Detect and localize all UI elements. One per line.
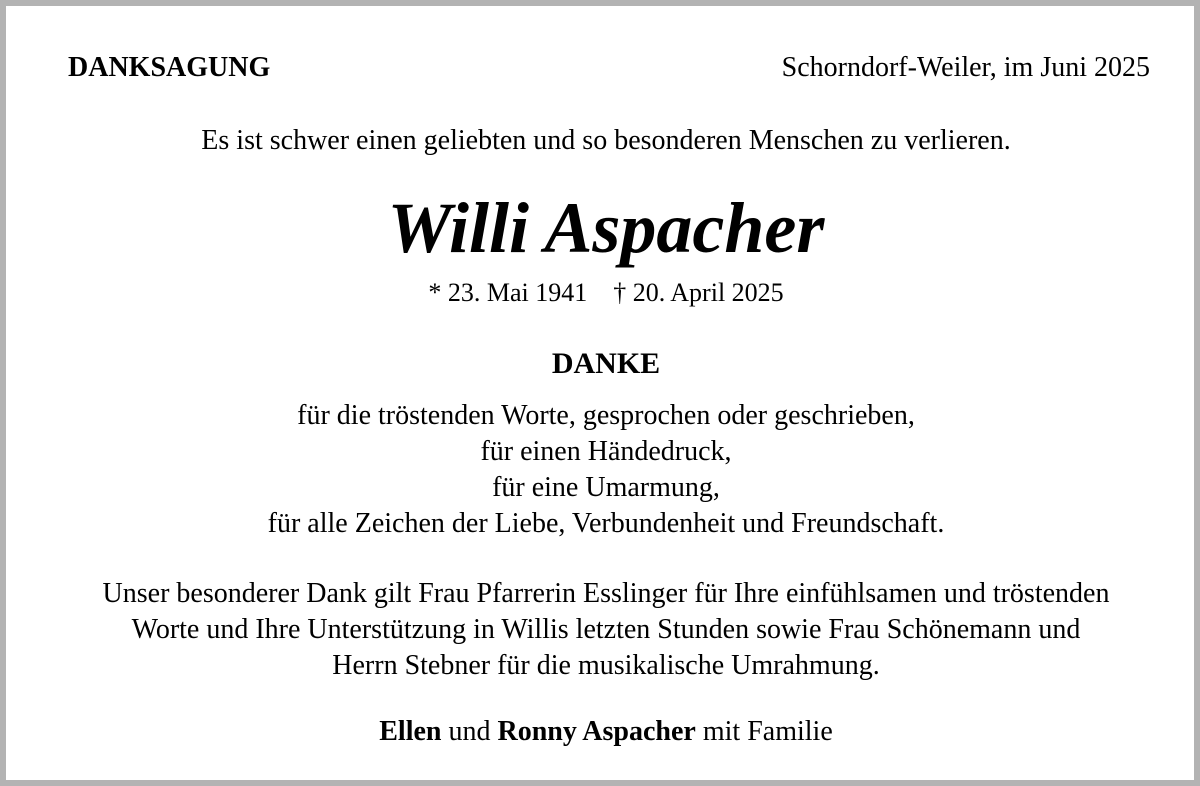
intro-text: Es ist schwer einen geliebten und so besonderen Menschen zu verlieren. <box>201 125 1011 156</box>
thanks-line: für eine Umarmung, <box>492 472 720 503</box>
notice-title: DANKSAGUNG <box>68 52 271 83</box>
thanks-line: für einen Händedruck, <box>480 436 732 467</box>
signature-connector: und <box>448 716 491 747</box>
place-and-date: Schorndorf-Weiler, im Juni 2025 <box>781 52 1150 83</box>
special-thanks-line: Worte und Ihre Unterstützung in Willis letzten Stunden sowie Frau Schönemann und <box>131 614 1081 645</box>
thanks-line: für die tröstenden Worte, gesprochen oder geschrieben, <box>297 400 915 431</box>
death-date: † 20. April 2025 <box>613 278 784 307</box>
thanks-list <box>6 398 1200 542</box>
life-dates <box>6 277 1200 309</box>
deceased-name: Willi Aspacher <box>387 188 825 268</box>
signature-suffix: mit Familie <box>702 716 833 747</box>
signature <box>6 714 1200 750</box>
special-thanks-line: Unser besonderer Dank gilt Frau Pfarrerin Esslinger für Ihre einfühlsamen und tröstenden <box>102 578 1110 609</box>
signature-name-ellen: Ellen <box>379 716 442 747</box>
special-thanks-line: Herrn Stebner für die musikalische Umrahmung. <box>332 650 880 681</box>
danke-heading: DANKE <box>551 347 661 380</box>
signature-name-ronny: Ronny Aspacher <box>497 716 696 747</box>
special-thanks <box>6 576 1200 684</box>
birth-date: * 23. Mai 1941 <box>428 278 588 307</box>
thanks-line: für alle Zeichen der Liebe, Verbundenheit und Freundschaft. <box>267 508 945 539</box>
